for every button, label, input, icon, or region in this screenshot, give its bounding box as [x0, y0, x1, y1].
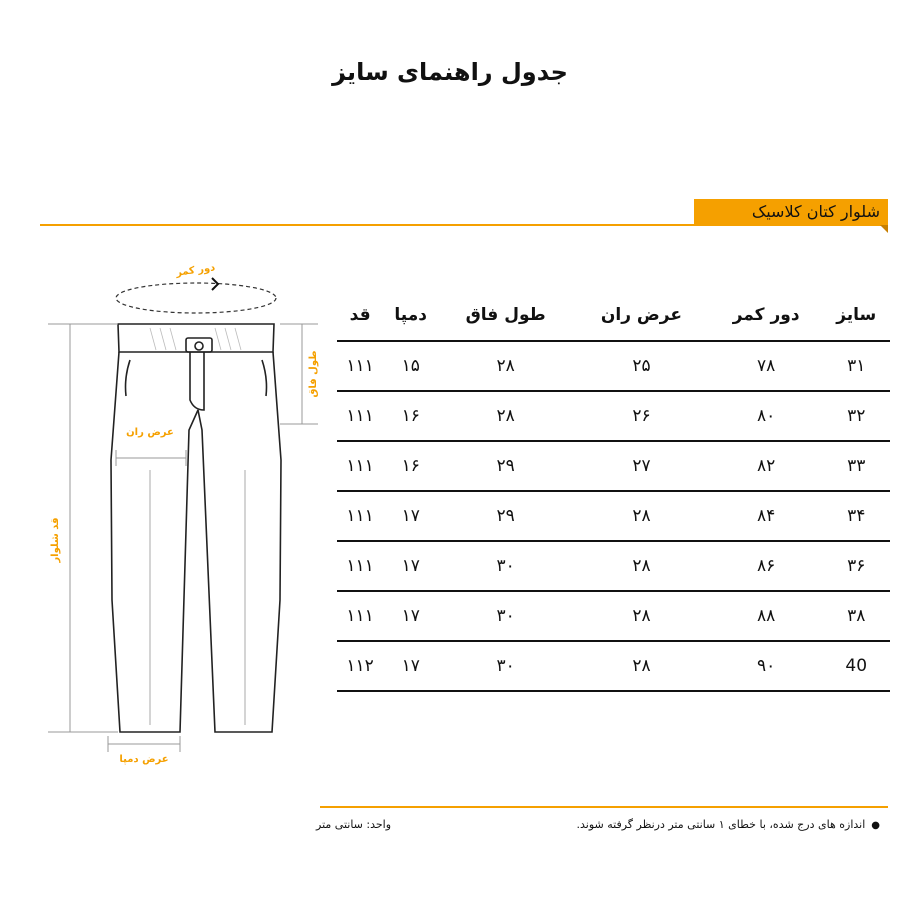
table-cell: ۸۶: [710, 541, 823, 591]
table-cell: ۱۱۱: [337, 391, 383, 441]
table-cell: 40: [822, 641, 890, 691]
table-cell: ۱۱۲: [337, 641, 383, 691]
header-rise: طول فاق: [438, 290, 573, 341]
table-cell: ۲۹: [438, 491, 573, 541]
table-cell: ۳۰: [438, 641, 573, 691]
table-cell: ۸۰: [710, 391, 823, 441]
header-waist: دور کمر: [710, 290, 823, 341]
table-cell: ۲۹: [438, 441, 573, 491]
table-cell: ۳۱: [822, 341, 890, 391]
pants-diagram: [0, 0, 330, 800]
table-cell: ۳۰: [438, 541, 573, 591]
header-thigh: عرض ران: [573, 290, 710, 341]
section-title: شلوار کتان کلاسیک: [751, 202, 880, 221]
table-cell: ۱۱۱: [337, 491, 383, 541]
bullet-icon: ●: [871, 820, 880, 831]
table-cell: ۳۸: [822, 591, 890, 641]
header-hem: دمپا: [383, 290, 438, 341]
table-cell: ۳۶: [822, 541, 890, 591]
table-cell: ۷۸: [710, 341, 823, 391]
table-cell: ۳۲: [822, 391, 890, 441]
table-cell: ۸۴: [710, 491, 823, 541]
table-row: [337, 391, 890, 441]
page-title: جدول راهنمای سایز: [332, 58, 568, 86]
waist-ellipse: [116, 283, 276, 313]
table-cell: ۱۱۱: [337, 541, 383, 591]
header-size: سایز: [822, 290, 890, 341]
table-cell: ۸۲: [710, 441, 823, 491]
table-cell: ۲۸: [438, 391, 573, 441]
length-label: قد شلوار: [50, 517, 61, 563]
table-cell: ۲۵: [573, 341, 710, 391]
table-row: [337, 591, 890, 641]
table-cell: ۲۸: [573, 541, 710, 591]
footer-note-text: اندازه های درج شده، با خطای ۱ سانتی متر درنظر گرفته شوند.: [576, 818, 866, 831]
table-cell: ۱۵: [383, 341, 438, 391]
table-cell: ۹۰: [710, 641, 823, 691]
table-cell: ۱۶: [383, 391, 438, 441]
hem-label: عرض دمپا: [119, 754, 169, 765]
footer-divider: [320, 806, 888, 808]
waist-label: دور کمر: [175, 262, 216, 279]
table-cell: ۲۸: [573, 641, 710, 691]
tab-notch: [880, 225, 888, 233]
table-cell: ۸۸: [710, 591, 823, 641]
thigh-label: عرض ران: [126, 427, 174, 438]
table-row: [337, 491, 890, 541]
table-cell: ۳۳: [822, 441, 890, 491]
table-cell: ۱۱۱: [337, 341, 383, 391]
table-cell: ۲۸: [573, 491, 710, 541]
table-cell: ۲۸: [438, 341, 573, 391]
footer-unit: واحد: سانتی متر: [316, 818, 392, 831]
table-cell: ۲۶: [573, 391, 710, 441]
table-cell: ۲۸: [573, 591, 710, 641]
table-row: [337, 441, 890, 491]
table-cell: ۱۷: [383, 591, 438, 641]
table-cell: ۲۷: [573, 441, 710, 491]
table-cell: ۱۱۱: [337, 591, 383, 641]
table-row: [337, 341, 890, 391]
size-table: [337, 290, 890, 692]
table-cell: ۱۷: [383, 641, 438, 691]
rise-label: طول فاق: [308, 350, 319, 398]
table-cell: ۱۷: [383, 491, 438, 541]
table-cell: ۱۶: [383, 441, 438, 491]
table-cell: ۳۴: [822, 491, 890, 541]
table-row: [337, 641, 890, 691]
table-header-row: [337, 290, 890, 341]
table-cell: ۱۷: [383, 541, 438, 591]
table-cell: ۱۱۱: [337, 441, 383, 491]
table-row: [337, 541, 890, 591]
section-tab: [694, 199, 888, 225]
pants-outline: [111, 324, 281, 732]
table-cell: ۳۰: [438, 591, 573, 641]
footer-note: [577, 818, 881, 831]
header-length: قد: [337, 290, 383, 341]
